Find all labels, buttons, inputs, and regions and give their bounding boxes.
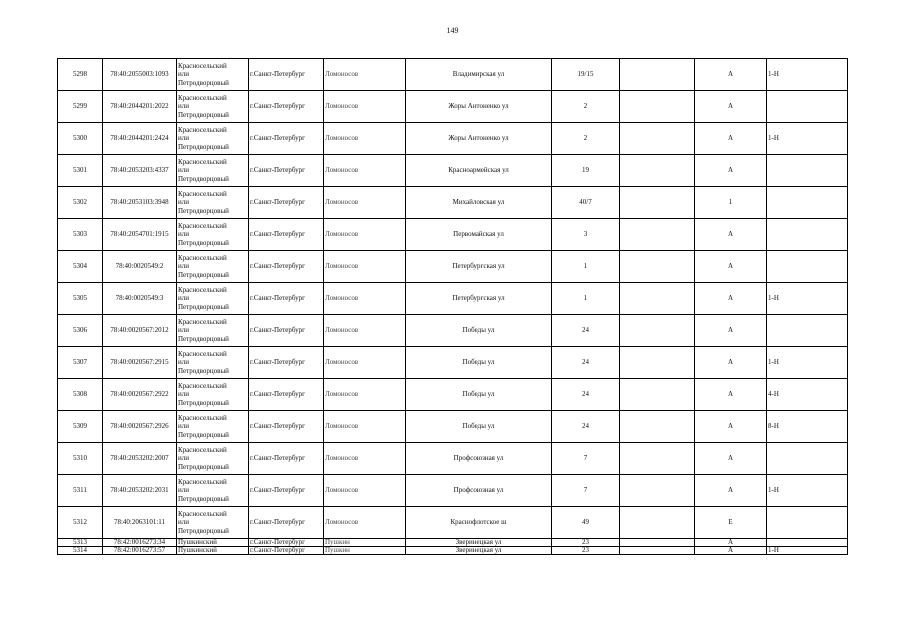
district-cell bbox=[177, 475, 249, 507]
letter-cell: А bbox=[695, 443, 767, 475]
district-line: или bbox=[178, 454, 189, 463]
building-cell bbox=[620, 475, 695, 507]
street-cell: Михайловская ул bbox=[406, 187, 552, 219]
letter-cell: Е bbox=[695, 507, 767, 539]
district-line: или bbox=[178, 230, 189, 239]
row-number-cell: 5314 bbox=[58, 547, 103, 555]
premises-cell: 1-Н bbox=[767, 283, 848, 315]
district-line: или bbox=[178, 70, 189, 79]
municipality-cell: Ломоносов bbox=[324, 315, 406, 347]
cadastral-number-cell: 78:40:0020567:2926 bbox=[103, 411, 177, 443]
table-row bbox=[58, 507, 848, 539]
house-number-cell: 3 bbox=[552, 219, 620, 251]
row-number-cell: 5311 bbox=[58, 475, 103, 507]
table-row bbox=[58, 251, 848, 283]
district-line: Красносельский bbox=[178, 381, 227, 390]
table-row bbox=[58, 283, 848, 315]
district-line: Красносельский bbox=[178, 477, 227, 486]
district-line: Петродворцовый bbox=[178, 302, 229, 311]
house-number-cell: 19/15 bbox=[552, 59, 620, 91]
building-cell bbox=[620, 155, 695, 187]
premises-cell: 1-Н bbox=[767, 475, 848, 507]
city-cell: г.Санкт-Петербург bbox=[249, 187, 324, 219]
district-line: Красносельский bbox=[178, 125, 227, 134]
district-line: Петродворцовый bbox=[178, 398, 229, 407]
city-cell: г.Санкт-Петербург bbox=[249, 315, 324, 347]
district-line: Красносельский bbox=[178, 93, 227, 102]
house-number-cell: 49 bbox=[552, 507, 620, 539]
municipality-cell: Ломоносов bbox=[324, 507, 406, 539]
letter-cell: А bbox=[695, 91, 767, 123]
table-row bbox=[58, 443, 848, 475]
building-cell bbox=[620, 379, 695, 411]
city-cell: г.Санкт-Петербург bbox=[249, 155, 324, 187]
city-cell: г.Санкт-Петербург bbox=[249, 219, 324, 251]
district-line: или bbox=[178, 358, 189, 367]
district-line: Петродворцовый bbox=[178, 270, 229, 279]
premises-cell bbox=[767, 251, 848, 283]
row-number-cell: 5308 bbox=[58, 379, 103, 411]
district-line: Красносельский bbox=[178, 221, 227, 230]
row-number-cell: 5307 bbox=[58, 347, 103, 379]
row-number-cell: 5313 bbox=[58, 539, 103, 547]
district-line: или bbox=[178, 422, 189, 431]
cadastral-number-cell: 78:40:0020549:3 bbox=[103, 283, 177, 315]
table-row bbox=[58, 411, 848, 443]
municipality-cell: Ломоносов bbox=[324, 251, 406, 283]
cadastral-number-cell: 78:40:2053103:3948 bbox=[103, 187, 177, 219]
row-number-cell: 5304 bbox=[58, 251, 103, 283]
row-number-cell: 5305 bbox=[58, 283, 103, 315]
city-cell: г.Санкт-Петербург bbox=[249, 507, 324, 539]
cadastral-number-cell: 78:40:0020567:2922 bbox=[103, 379, 177, 411]
district-line: Пушкинский bbox=[178, 538, 217, 546]
cadastral-number-cell: 78:40:0020567:2915 bbox=[103, 347, 177, 379]
city-cell: г.Санкт-Петербург bbox=[249, 251, 324, 283]
municipality-cell: Пушкин bbox=[324, 547, 406, 555]
district-line: или bbox=[178, 134, 189, 143]
letter-cell: А bbox=[695, 411, 767, 443]
house-number-cell: 7 bbox=[552, 443, 620, 475]
municipality-cell: Ломоносов bbox=[324, 283, 406, 315]
street-cell: Победы ул bbox=[406, 379, 552, 411]
building-cell bbox=[620, 251, 695, 283]
cadastral-number-cell: 78:40:0020567:2012 bbox=[103, 315, 177, 347]
letter-cell: А bbox=[695, 547, 767, 555]
premises-cell: 4-Н bbox=[767, 379, 848, 411]
house-number-cell: 24 bbox=[552, 347, 620, 379]
district-cell bbox=[177, 59, 249, 91]
table-row bbox=[58, 155, 848, 187]
letter-cell: А bbox=[695, 475, 767, 507]
street-cell: Первомайская ул bbox=[406, 219, 552, 251]
house-number-cell: 2 bbox=[552, 91, 620, 123]
municipality-cell: Ломоносов bbox=[324, 411, 406, 443]
district-line: или bbox=[178, 326, 189, 335]
district-cell bbox=[177, 283, 249, 315]
house-number-cell: 23 bbox=[552, 539, 620, 547]
district-line: Красносельский bbox=[178, 509, 227, 518]
district-line: Петродворцовый bbox=[178, 526, 229, 535]
letter-cell: А bbox=[695, 539, 767, 547]
district-line: Петродворцовый bbox=[178, 366, 229, 375]
cadastral-number-cell: 78:40:2053202:2031 bbox=[103, 475, 177, 507]
district-line: или bbox=[178, 518, 189, 527]
letter-cell: А bbox=[695, 123, 767, 155]
street-cell: Профсоюзная ул bbox=[406, 443, 552, 475]
district-line: или bbox=[178, 294, 189, 303]
district-cell bbox=[177, 123, 249, 155]
building-cell bbox=[620, 547, 695, 555]
building-cell bbox=[620, 315, 695, 347]
row-number-cell: 5309 bbox=[58, 411, 103, 443]
row-number-cell: 5303 bbox=[58, 219, 103, 251]
building-cell bbox=[620, 283, 695, 315]
district-line: Петродворцовый bbox=[178, 494, 229, 503]
row-number-cell: 5298 bbox=[58, 59, 103, 91]
district-cell bbox=[177, 251, 249, 283]
district-line: Красносельский bbox=[178, 285, 227, 294]
district-line: Петродворцовый bbox=[178, 174, 229, 183]
row-number-cell: 5300 bbox=[58, 123, 103, 155]
building-cell bbox=[620, 347, 695, 379]
house-number-cell: 7 bbox=[552, 475, 620, 507]
building-cell bbox=[620, 123, 695, 155]
municipality-cell: Ломоносов bbox=[324, 443, 406, 475]
district-cell bbox=[177, 547, 249, 555]
street-cell: Красноармейская ул bbox=[406, 155, 552, 187]
city-cell: г.Санкт-Петербург bbox=[249, 347, 324, 379]
district-line: или bbox=[178, 166, 189, 175]
municipality-cell: Ломоносов bbox=[324, 475, 406, 507]
district-line: Красносельский bbox=[178, 61, 227, 70]
premises-cell: 1-Н bbox=[767, 59, 848, 91]
table-row bbox=[58, 219, 848, 251]
city-cell: г.Санкт-Петербург bbox=[249, 475, 324, 507]
street-cell: Победы ул bbox=[406, 315, 552, 347]
district-line: или bbox=[178, 390, 189, 399]
registry-rows bbox=[58, 59, 848, 555]
street-cell: Жоры Антоненко ул bbox=[406, 123, 552, 155]
premises-cell bbox=[767, 539, 848, 547]
building-cell bbox=[620, 443, 695, 475]
municipality-cell: Ломоносов bbox=[324, 155, 406, 187]
district-line: или bbox=[178, 486, 189, 495]
table-row bbox=[58, 347, 848, 379]
district-line: Петродворцовый bbox=[178, 206, 229, 215]
district-line: Петродворцовый bbox=[178, 78, 229, 87]
street-cell: Зверинецкая ул bbox=[406, 547, 552, 555]
row-number-cell: 5310 bbox=[58, 443, 103, 475]
district-cell bbox=[177, 411, 249, 443]
district-cell bbox=[177, 539, 249, 547]
municipality-cell: Ломоносов bbox=[324, 379, 406, 411]
city-cell: г.Санкт-Петербург bbox=[249, 59, 324, 91]
letter-cell: А bbox=[695, 315, 767, 347]
district-cell bbox=[177, 187, 249, 219]
city-cell: г.Санкт-Петербург bbox=[249, 283, 324, 315]
street-cell: Профсоюзная ул bbox=[406, 475, 552, 507]
city-cell: г.Санкт-Петербург bbox=[249, 547, 324, 555]
premises-cell: 1-Н bbox=[767, 123, 848, 155]
cadastral-number-cell: 78:40:2053203:4337 bbox=[103, 155, 177, 187]
cadastral-number-cell: 78:40:2055003:1093 bbox=[103, 59, 177, 91]
building-cell bbox=[620, 507, 695, 539]
table-row bbox=[58, 379, 848, 411]
building-cell bbox=[620, 539, 695, 547]
table-row bbox=[58, 475, 848, 507]
house-number-cell: 24 bbox=[552, 411, 620, 443]
building-cell bbox=[620, 91, 695, 123]
city-cell: г.Санкт-Петербург bbox=[249, 379, 324, 411]
district-cell bbox=[177, 155, 249, 187]
district-line: Красносельский bbox=[178, 317, 227, 326]
row-number-cell: 5306 bbox=[58, 315, 103, 347]
district-cell bbox=[177, 315, 249, 347]
table-row bbox=[58, 547, 848, 555]
district-line: Петродворцовый bbox=[178, 142, 229, 151]
table-row bbox=[58, 315, 848, 347]
letter-cell: А bbox=[695, 251, 767, 283]
house-number-cell: 24 bbox=[552, 379, 620, 411]
district-line: Красносельский bbox=[178, 157, 227, 166]
municipality-cell: Ломоносов bbox=[324, 59, 406, 91]
premises-cell: 1-Н bbox=[767, 547, 848, 555]
building-cell bbox=[620, 219, 695, 251]
district-cell bbox=[177, 219, 249, 251]
premises-cell: 8-Н bbox=[767, 411, 848, 443]
district-line: Петродворцовый bbox=[178, 238, 229, 247]
premises-cell bbox=[767, 507, 848, 539]
row-number-cell: 5302 bbox=[58, 187, 103, 219]
district-cell bbox=[177, 379, 249, 411]
district-line: или bbox=[178, 198, 189, 207]
row-number-cell: 5312 bbox=[58, 507, 103, 539]
cadastral-number-cell: 78:40:0020549:2 bbox=[103, 251, 177, 283]
street-cell: Зверинецкая ул bbox=[406, 539, 552, 547]
district-cell bbox=[177, 347, 249, 379]
house-number-cell: 40/7 bbox=[552, 187, 620, 219]
district-cell bbox=[177, 91, 249, 123]
table-row bbox=[58, 59, 848, 91]
building-cell bbox=[620, 59, 695, 91]
cadastral-number-cell: 78:40:2044201:2022 bbox=[103, 91, 177, 123]
house-number-cell: 19 bbox=[552, 155, 620, 187]
municipality-cell: Пушкин bbox=[324, 539, 406, 547]
house-number-cell: 23 bbox=[552, 547, 620, 555]
district-line: Красносельский bbox=[178, 349, 227, 358]
district-line: Петродворцовый bbox=[178, 430, 229, 439]
city-cell: г.Санкт-Петербург bbox=[249, 539, 324, 547]
building-cell bbox=[620, 411, 695, 443]
street-cell: Петербургская ул bbox=[406, 283, 552, 315]
district-line: Красносельский bbox=[178, 189, 227, 198]
letter-cell: А bbox=[695, 347, 767, 379]
house-number-cell: 1 bbox=[552, 283, 620, 315]
district-line: или bbox=[178, 102, 189, 111]
municipality-cell: Ломоносов bbox=[324, 91, 406, 123]
registry-table bbox=[57, 58, 848, 555]
municipality-cell: Ломоносов bbox=[324, 347, 406, 379]
letter-cell: А bbox=[695, 379, 767, 411]
letter-cell: 1 bbox=[695, 187, 767, 219]
letter-cell: А bbox=[695, 219, 767, 251]
cadastral-number-cell: 78:40:2044201:2424 bbox=[103, 123, 177, 155]
premises-cell bbox=[767, 315, 848, 347]
district-line: Красносельский bbox=[178, 413, 227, 422]
city-cell: г.Санкт-Петербург bbox=[249, 123, 324, 155]
city-cell: г.Санкт-Петербург bbox=[249, 91, 324, 123]
street-cell: Петербургская ул bbox=[406, 251, 552, 283]
district-cell bbox=[177, 443, 249, 475]
premises-cell bbox=[767, 91, 848, 123]
table-row bbox=[58, 123, 848, 155]
cadastral-number-cell: 78:40:2063101:11 bbox=[103, 507, 177, 539]
district-line: Красносельский bbox=[178, 253, 227, 262]
premises-cell bbox=[767, 155, 848, 187]
municipality-cell: Ломоносов bbox=[324, 123, 406, 155]
page-number: 149 bbox=[446, 26, 459, 35]
street-cell: Победы ул bbox=[406, 347, 552, 379]
letter-cell: А bbox=[695, 283, 767, 315]
row-number-cell: 5301 bbox=[58, 155, 103, 187]
table-row bbox=[58, 539, 848, 547]
premises-cell bbox=[767, 443, 848, 475]
building-cell bbox=[620, 187, 695, 219]
municipality-cell: Ломоносов bbox=[324, 219, 406, 251]
letter-cell: А bbox=[695, 155, 767, 187]
municipality-cell: Ломоносов bbox=[324, 187, 406, 219]
table-row bbox=[58, 187, 848, 219]
district-line: или bbox=[178, 262, 189, 271]
street-cell: Владимирская ул bbox=[406, 59, 552, 91]
city-cell: г.Санкт-Петербург bbox=[249, 443, 324, 475]
district-line: Петродворцовый bbox=[178, 462, 229, 471]
row-number-cell: 5299 bbox=[58, 91, 103, 123]
house-number-cell: 2 bbox=[552, 123, 620, 155]
district-line: Петродворцовый bbox=[178, 334, 229, 343]
cadastral-number-cell: 78:40:2053202:2007 bbox=[103, 443, 177, 475]
cadastral-number-cell: 78:40:2054701:1915 bbox=[103, 219, 177, 251]
district-line: Пушкинский bbox=[178, 546, 217, 554]
premises-cell: 1-Н bbox=[767, 347, 848, 379]
letter-cell: А bbox=[695, 59, 767, 91]
table-row bbox=[58, 91, 848, 123]
cadastral-number-cell: 78:42:0016273:34 bbox=[103, 539, 177, 547]
district-line: Красносельский bbox=[178, 445, 227, 454]
district-cell bbox=[177, 507, 249, 539]
house-number-cell: 1 bbox=[552, 251, 620, 283]
street-cell: Жоры Антоненко ул bbox=[406, 91, 552, 123]
house-number-cell: 24 bbox=[552, 315, 620, 347]
premises-cell bbox=[767, 219, 848, 251]
city-cell: г.Санкт-Петербург bbox=[249, 411, 324, 443]
street-cell: Краснофлотское ш bbox=[406, 507, 552, 539]
district-line: Петродворцовый bbox=[178, 110, 229, 119]
street-cell: Победы ул bbox=[406, 411, 552, 443]
premises-cell bbox=[767, 187, 848, 219]
cadastral-number-cell: 78:42:0016273:57 bbox=[103, 547, 177, 555]
